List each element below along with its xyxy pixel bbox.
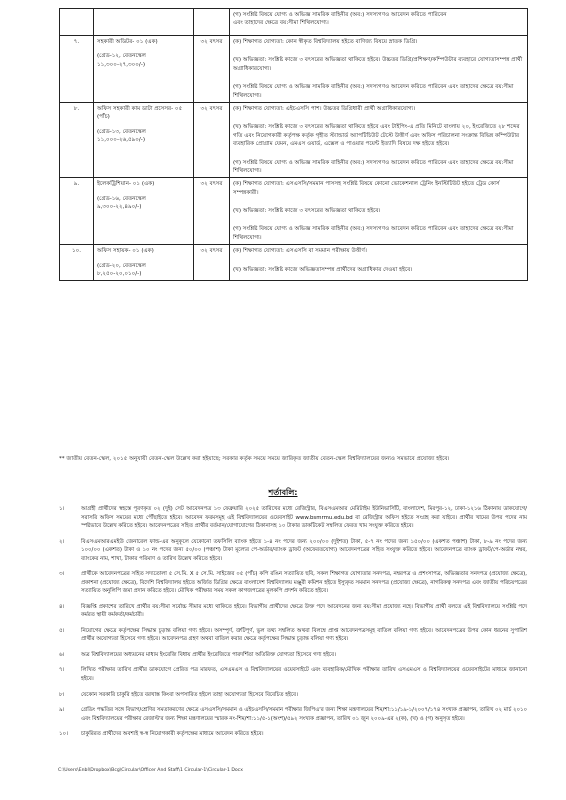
experience-text: (খ) অভিজ্ঞতা: সংশ্লিষ্ট কাজে ৩ বৎসরের অভিজ্ঞতা থাকিতে হইবে এবং টাইপিং-এ প্রতি মিনিটে বাংলায় ২০, ইংরেজিতে ২৮ শব্দের গতি এবং নিয়োগকারী কর্তৃপক্ষ কর্তৃক গৃহীত স্ট্যান্ডার্ড অ্যাপটিচিউট টেস্টে উত্তীর্ণ এবং অফিস পরিচালনা সংক্রান্ত বিভিন্ন কম্পিউটার ব্যবহারিক প্রোগ্রাম যেমন, এমএস ওয়ার্ড, এক্সেল ও পাওয়ার পয়েন্ট ইত্যাদি বিষয়ে দক্ষ হইতে হইবে। xyxy=(233,124,520,148)
term-number: ৬। xyxy=(59,651,65,658)
relaxation-text: (গ) সংশ্লিষ্ট বিষয়ে যোগ্য ও অভিজ্ঞ সামরিক বাহিনীর (অব:) সদস্যগণও আবেদন করিতে পারিবেন এবং তাহাদের ক্ষেত্রে বয়:সীমা শিথিলযোগ্য। xyxy=(233,84,514,99)
experience-text: (খ) অভিজ্ঞতা: সংশ্লিষ্ট কাজে ৩ বৎসরের অভিজ্ঞতা থাকিতে হইবে। xyxy=(233,208,381,215)
term-number: ১০। xyxy=(59,731,68,738)
term-number: ৯। xyxy=(59,707,65,714)
term-text: বিএসএমআরএমইউ জেনারেল ফান্ড-এর অনুকূলে যেকোনো তফসিলি ব্যাংক হইতে ১-৪ নং পদের জন্য ২০০/০০ (দুইশত) টাকা, ৫-৭ নং পদের জন্য ১৫০/০০ (একশত পঞ্চাশ) টাকা, ৮-৯ নং পদের জন্য ১০০/০০ (একশত) টাকা ও ১০ নং পদের জন্য ৫০/০০ (পঞ্চাশ) টাকা মূল্যের পে-অর্ডার/ব্যাংক ড্রাফট (অফেরতযোগ্য) আবেদনপত্রের সহিত সংযুক্ত করিতে হইবে। আবেদনপত্রে ব্যাংক ড্রাফট/পে-অর্ডার নম্বর, ব্যাংকের নাম, শাখা, টাকার পরিমাণ ও তারিখ উল্লেখ করিতে হইবে। xyxy=(81,538,527,562)
table-row xyxy=(60,245,528,281)
list-item xyxy=(59,505,527,531)
terms-list xyxy=(59,505,527,746)
post-name: অফিস সহায়ক- ০১ (এক) xyxy=(97,248,154,255)
qualification-text: (ক) শিক্ষাগত যোগ্যতা: এসএসসি/সমমান পাসসহ সংশ্লিষ্ট বিষয়ে কোনো ভোকেশনাল ট্রেনিং ইনস্টিটিউট হইতে ট্রেড কোর্স সম্পন্নকারী। xyxy=(233,181,500,196)
pay-grade: (গ্রেড-১৩, বেতনস্কেল ১১,০০০-২৬,৫৯০/-) xyxy=(97,128,146,144)
term-number: ৪। xyxy=(59,603,65,610)
term-number: ৫। xyxy=(59,627,65,634)
list-item xyxy=(59,666,527,683)
experience-text: (খ) অভিজ্ঞতা: সংশ্লিষ্ট কাজে অভিজ্ঞতাসম্পন্ন প্রার্থীদের অগ্রাধিকার দেওয়া হইবে। xyxy=(233,266,413,273)
term-number: ৩। xyxy=(59,571,65,578)
file-path-footer: C:\Users\Enbl\Dropbox\Bcg\Circular\Officer And Staff\1 Circular-1\Circular-1 Docx xyxy=(58,768,243,773)
term-text: চাকুরিরত প্রার্থীদের অবশ্যই স্ব-স্ব নিয়োগকারী কর্তৃপক্ষের মাধ্যমে আবেদন করিতে হইবে। xyxy=(81,731,264,738)
list-item xyxy=(59,627,527,644)
age-limit: ৩২ বৎসর xyxy=(194,178,230,245)
relaxation-text: (গ) সংশ্লিষ্ট বিষয়ে যোগ্য ও অভিজ্ঞ সামরিক বাহিনীর (অব:) সদস্যগণও আবেদন করিতে পারিবেন এবং তাহাদের ক্ষেত্রে বয়:সীমা শিথিলযোগ্য। xyxy=(233,226,514,241)
term-number: ৮। xyxy=(59,691,65,698)
list-item xyxy=(59,651,527,660)
serial-number: ৭. xyxy=(60,36,94,103)
age-limit: ৩২ বৎসর xyxy=(194,36,230,103)
serial-number: ৯. xyxy=(60,178,94,245)
term-text: প্রার্থীকে আবেদনপত্রের সহিত সদ্যতোলা ৫ সে.মি. X ৫ সে.মি. সাইজের ০৫ (পাঁচ) কপি রঙিন সত্যায়িত ছবি, সকল শিক্ষাগত যোগ্যতার সনদপত্র, নম্বরপত্র ও প্রশংসাপত্র, অভিজ্ঞতার সনদপত্র (প্রযোজ্য ক্ষেত্রে), প্রকাশনা (প্রযোজ্য ক্ষেত্রে), বিদেশি বিশ্ববিদ্যালয় হইতে অর্জিত ডিগ্রির ক্ষেত্রে বাংলাদেশ বিশ্ববিদ্যালয় মঞ্জুরী কমিশন হইতে ইস্যুকৃত সমমান সনদপত্র (প্রযোজ্য ক্ষেত্রে), নাগরিকত্ব সনদপত্র এবং জাতীয় পরিচয়পত্রের সত্যায়িত অনুলিপি জমা প্রদান করিতে হইবে। মৌখিক পরীক্ষার সময় সকল কাগজপত্রের মূলকপি প্রদর্শন করিতে হইবে। xyxy=(81,571,527,595)
term-text: গ্রেডিং পদ্ধতির সঙ্গে বিভাগ/শ্রেণির সমতাকরণের ক্ষেত্রে এসএসসি/সমমান ও এইচএসসি/সমমান পরীক্ষার জিপিএ'র জন্য শিক্ষা মন্ত্রণালয়ের শিম/শা:১১/১৯-১/২০০৭/১৭৪ সংখ্যক প্রজ্ঞাপন, তারিখ ০২ মার্চ ২০১০ এবং বিশ্ববিদ্যালয়ের পরীক্ষার রেজাল্ট'র জন্য শিক্ষা মন্ত্রণালয়ের স্মারক নং-শিম/শা:১১/৫-১(অংশ)/৫৯২ সংখ্যক প্রজ্ঞাপন, তারিখ ০১ জুন ২০০৯-এর ২(ক), (খ) ও (গ) অনুসৃত হইবে। xyxy=(81,707,527,722)
term-text: অত্র বিশ্ববিদ্যালয়ের অধ্যয়নের মাধ্যম ইংরেজি বিধায় প্রার্থীর ইংরেজিতে পারদর্শিতা অতিরিক্ত যোগ্যতা হিসেবে গণ্য হইবে। xyxy=(81,651,336,658)
pay-grade: (গ্রেড-২০, বেতনস্কেল ৮,২৫০-২০,০১০/-) xyxy=(97,262,146,278)
list-item xyxy=(59,570,527,596)
pay-scale-note: ** জাতীয় বেতন-স্কেল, ২০১৫ অনুযায়ী বেতন-স্কেল উল্লেখ করা হইয়াছে; সরকার কর্তৃক সময়ে সময়ে জারিকৃত জাতীয় বেতন-স্কেল বিশ্ববিদ্যালয়ের জন্যও সমভাবে প্রযোজ্য হইবে। xyxy=(59,456,450,462)
pay-grade: (গ্রেড-১২, বেতনস্কেল ১১,৩০০-২৭,৩০০/-) xyxy=(97,53,146,68)
qualification-text: (ক) শিক্ষাগত যোগ্যতা: এইচএসসি পাশ। উচ্চতর ডিগ্রিধারী প্রার্থী অগ্রাধিকারযোগ্য। xyxy=(233,105,416,112)
serial-number: ৮. xyxy=(60,102,94,177)
serial-number: ১০. xyxy=(60,245,94,281)
list-item xyxy=(59,603,527,620)
qualification-text: (গ) সংশ্লিষ্ট বিষয়ে যোগ্য ও অভিজ্ঞ সামরিক বাহিনীর (অব:) সদস্যগণও আবেদন করিতে পারিবেন xyxy=(233,12,447,18)
posts-table xyxy=(59,8,528,281)
post-name: সহকারী অডিটর- ০১ (এক) xyxy=(97,39,158,45)
term-number: ২। xyxy=(59,538,65,545)
term-text: আগ্রহী প্রার্থীদের স্বহস্তে পূরণকৃত ০২ (দুই) সেট আবেদনপত্র ১৩ ফেব্রুয়ারি ২০২৫ তারিখের মধ্যে রেজিস্ট্রার, বিএসএমআর মেরিটাইম ইউনিভার্সিটি, বাংলাদেশ, মিরপুর-১২, ঢাকা-১২১৬ ঠিকানায় ডাকযোগে/সরাসরি অফিস সময়ের মধ্যে পৌঁছাইতে হইবে। আবেদন ফরমসমূহ এই বিশ্ববিদ্যালয়ের ওয়েবসাইট www.bsmrmu.edu.bd বা রেজিস্ট্রার অফিস হইতে সংগ্রহ করা যাইবে। প্রার্থীর খামের উপর পদের নাম স্পষ্টভাবে উল্লেখ করিতে হইবে। আবেদনপত্রের সহিত প্রার্থীর বর্তমান/যোগাযোগের ঠিকানাসহ ১০ টাকার ডাকটিকেট সম্বলিত ফেরত খাম সংযুক্ত করিতে হইবে। xyxy=(81,506,527,530)
relaxation-text: (গ) সংশ্লিষ্ট বিষয়ে যোগ্য ও অভিজ্ঞ সামরিক বাহিনীর (অব:) সদস্যগণও আবেদন করিতে পারিবেন এবং তাহাদের ক্ষেত্রে বয়:সীমা শিথিলযোগ্য। xyxy=(233,159,514,174)
qualification-text: (ক) শিক্ষাগত যোগ্যতা: কোন স্বীকৃত বিশ্ববিদ্যালয় হইতে বাণিজ্য বিষয়ে স্নাতক ডিগ্রি। xyxy=(233,39,418,45)
term-number: ৭। xyxy=(59,667,65,674)
term-text: নিয়োগের ক্ষেত্রে কর্তৃপক্ষের সিদ্ধান্ত চূড়ান্ত বলিয়া গণ্য হইবে। অসম্পূর্ণ, ত্রুটিপূর্ণ, ভুল তথ্য সম্বলিত অথবা বিলম্বে প্রাপ্ত আবেদনপত্রসমূহ বাতিল বলিয়া গণ্য হইবে। আবেদনপত্রের উপর কোন ধরনের সুপারিশ প্রার্থীর অযোগ্যতা হিসেবে গণ্য হইবে। আবেদনপত্র গ্রহণ অথবা বাতিল করার ক্ষেত্রে কর্তৃপক্ষের সিদ্ধান্ত চূড়ান্ত বলিয়া গণ্য হইবে। xyxy=(81,627,527,643)
table-row xyxy=(60,9,528,36)
pay-grade: (গ্রেড-১৬, বেতনস্কেল ৯,৩০০-২২,৪৯০/-) xyxy=(97,195,146,211)
post-name: অফিস সহকারী কাম ডাটা প্রসেসর- ০৫ (পাঁচ) xyxy=(97,105,183,121)
list-item xyxy=(59,538,527,564)
experience-text: (খ) অভিজ্ঞতা: সংশ্লিষ্ট কাজে ৩ বৎসরের অভিজ্ঞতা থাকিতে হইবে। উচ্চতর ডিগ্রি/প্রশিক্ষণ/কম্পিউটার ব্যবহারে যোগ্যতাসম্পন্ন প্রার্থী অগ্রাধিকারযোগ্য। xyxy=(233,57,523,72)
list-item xyxy=(59,706,527,723)
qualification-text: এবং তাহাদের ক্ষেত্রে বয়:সীমা শিথিলযোগ্য। xyxy=(233,20,329,27)
table-row xyxy=(60,178,528,245)
term-text: বিজ্ঞপ্তি প্রকাশের তারিখে প্রার্থীর বয়:সীমা সর্বোচ্চ সীমার মধ্যে থাকিতে হইবে। বিভাগীয় প্রার্থীদের ক্ষেত্রে উক্ত পদে আবেদনের জন্য বয়:সীমা প্রযোজ্য নহে। বিভাগীয় প্রার্থী বলতে এই বিশ্ববিদ্যালয়ে সংশ্লিষ্ট পদে কর্মরত স্থায়ী কর্মকর্তা/কর্মচারী। xyxy=(81,603,527,619)
qualification-text: (ক) শিক্ষাগত যোগ্যতা: এসএসসি বা সমমান পরীক্ষায় উত্তীর্ণ। xyxy=(233,248,367,255)
post-name: ইলেকট্রিশিয়ান- ০১ (এক) xyxy=(97,181,155,188)
table-row xyxy=(60,36,528,103)
term-number: ১। xyxy=(59,506,65,512)
table-row xyxy=(60,102,528,177)
terms-heading: শর্তাবলি: xyxy=(268,488,298,497)
term-text: লিখিত পরীক্ষার তারিখ প্রার্থীর ডাকযোগে প্রেরিত পত্র মারফত, এসএমএস ও বিশ্ববিদ্যালয়ের ওয়েবসাইটে এবং ব্যবহারিক/মৌখিক পরীক্ষার তারিখ এসএমএস ও বিশ্ববিদ্যালয়ের ওয়েবসাইটের মাধ্যমে জানানো হইবে। xyxy=(81,667,527,682)
list-item xyxy=(59,730,527,739)
term-text: যেকোন সরকারি চাকুরি হইতে বরখাস্ত কিংবা অপসারিত হইলে তাহা অযোগ্যতা হিসেবে বিবেচিত হইবে। xyxy=(81,691,298,698)
list-item xyxy=(59,691,527,700)
age-limit: ৩২ বৎসর xyxy=(194,102,230,177)
age-limit: ৩২ বৎসর xyxy=(194,245,230,281)
